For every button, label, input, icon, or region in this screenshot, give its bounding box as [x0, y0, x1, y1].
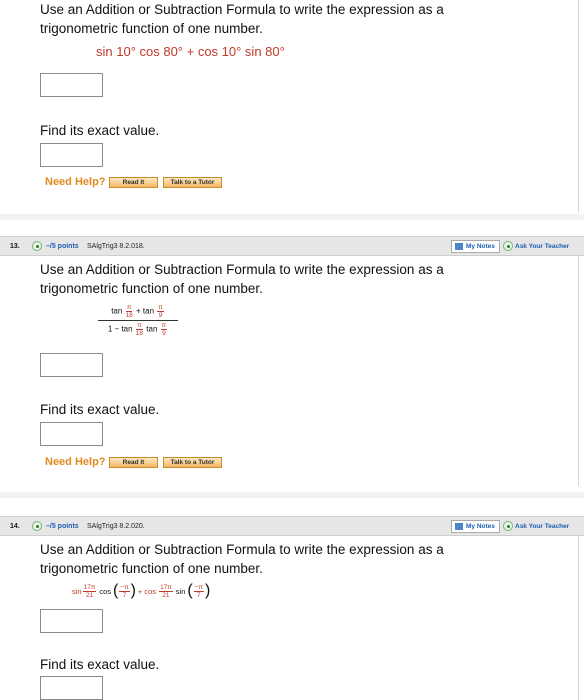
notes-icon — [455, 243, 463, 250]
q13-num-frac2 — [157, 304, 164, 319]
q14-frac3 — [159, 584, 173, 599]
q13-den-frac1 — [136, 322, 143, 337]
q14-ask-teacher-icon — [503, 521, 513, 531]
q13-need-help-label: Need Help? — [45, 456, 106, 468]
q12-answer-input[interactable] — [40, 73, 103, 97]
q12-prompt-line2: trigonometric function of one number. — [40, 21, 263, 36]
q13-prompt — [40, 260, 560, 298]
q14-status-icon — [32, 521, 42, 531]
q14-my-notes-button[interactable] — [451, 520, 500, 533]
q13-exact-input[interactable] — [40, 422, 103, 446]
q13-num-frac1-d: 18 — [125, 312, 133, 319]
q14-exact-input[interactable] — [40, 676, 103, 700]
q13-num-frac1-n: π — [126, 304, 132, 311]
q14-frac2 — [119, 584, 129, 599]
q13-den-start: 1 − tan — [107, 324, 133, 334]
q13-num-plus-tan: + tan — [136, 306, 155, 316]
q12-prompt — [40, 0, 560, 38]
q13-prompt-line1: Use an Addition or Subtraction Formula to write the expression as a — [40, 262, 444, 277]
q14-frac2-d: 7 — [122, 591, 127, 599]
q14-frac1-n: 17π — [83, 583, 96, 591]
q14-frac4-d: 7 — [197, 591, 201, 599]
q13-den-frac1-n: π — [137, 322, 142, 329]
q12-exact-input[interactable] — [40, 143, 103, 167]
q13-exact-prompt: Find its exact value. — [40, 402, 160, 417]
q13-answer-input[interactable] — [40, 353, 103, 377]
q14-plus-cos: + cos — [137, 586, 157, 596]
q14-paren-open-1: ( — [112, 582, 119, 599]
q13-ask-teacher-icon — [503, 241, 513, 251]
q13-den-frac2 — [161, 322, 168, 337]
q14-paren-close-1: ) — [130, 582, 136, 599]
q14-number: 14. — [10, 523, 20, 530]
q14-my-notes-label: My Notes — [466, 523, 495, 530]
q14-exact-prompt: Find its exact value. — [40, 657, 160, 672]
divider — [0, 214, 584, 220]
q13-points: –/5 points — [46, 243, 79, 250]
divider — [0, 492, 584, 498]
q14-frac2-n: −π — [120, 583, 129, 591]
q12-expression: sin 10° cos 80° + cos 10° sin 80° — [96, 44, 285, 59]
q14-points: –/5 points — [46, 523, 79, 530]
q14-frac1 — [83, 584, 97, 599]
q13-prompt-line2: trigonometric function of one number. — [40, 281, 263, 296]
q14-cos1: cos — [99, 586, 111, 596]
q14-frac4 — [194, 584, 204, 599]
q12-talk-tutor-button[interactable]: Talk to a Tutor — [163, 177, 222, 188]
q13-number: 13. — [10, 243, 20, 250]
q12-exact-prompt: Find its exact value. — [40, 123, 160, 138]
q14-expression — [72, 582, 210, 600]
q13-den-frac1-d: 18 — [135, 330, 144, 337]
q14-frac4-n: −π — [194, 583, 203, 591]
notes-icon — [455, 523, 463, 530]
q14-paren-open-2: ( — [187, 582, 193, 599]
q14-ask-teacher-link[interactable]: Ask Your Teacher — [515, 523, 570, 530]
q13-den-tan: tan — [146, 324, 158, 334]
q14-header — [0, 516, 584, 536]
q13-status-icon — [32, 241, 42, 251]
q13-num-frac1 — [126, 304, 133, 319]
q14-answer-input[interactable] — [40, 609, 103, 633]
q14-sin2: sin — [175, 586, 186, 596]
q12-need-help-label: Need Help? — [45, 176, 106, 188]
q13-my-notes-label: My Notes — [466, 243, 495, 250]
q14-frac3-d: 21 — [162, 591, 170, 599]
q14-sin1: sin — [72, 586, 82, 596]
q14-frac1-d: 21 — [85, 591, 94, 599]
q14-prompt — [40, 540, 560, 578]
q13-fraction-bar — [98, 320, 178, 321]
q13-my-notes-button[interactable] — [451, 240, 500, 253]
q13-den-frac2-d: 9 — [162, 330, 166, 337]
q13-denominator — [98, 322, 178, 337]
q13-numerator — [98, 304, 178, 319]
q13-read-it-button[interactable]: Read It — [109, 457, 158, 468]
q14-paren-close-2: ) — [204, 582, 211, 599]
q14-prompt-line2: trigonometric function of one number. — [40, 561, 263, 576]
q13-num-frac2-n: π — [158, 304, 163, 311]
q13-code: SAlgTrig3 8.2.018. — [87, 243, 145, 250]
q13-ask-teacher-link[interactable]: Ask Your Teacher — [515, 243, 570, 250]
q13-den-frac2-n: π — [161, 322, 167, 329]
q12-read-it-button[interactable]: Read It — [109, 177, 158, 188]
q13-header — [0, 236, 584, 256]
q14-frac3-n: 17π — [160, 583, 172, 591]
q12-prompt-line1: Use an Addition or Subtraction Formula to write the expression as a — [40, 2, 444, 17]
q13-expression — [98, 304, 178, 337]
q13-num-frac2-d: 9 — [158, 312, 163, 319]
q14-code: SAlgTrig3 8.2.020. — [87, 523, 145, 530]
q13-num-tan: tan — [111, 306, 123, 316]
q13-talk-tutor-button[interactable]: Talk to a Tutor — [163, 457, 222, 468]
q14-prompt-line1: Use an Addition or Subtraction Formula to write the expression as a — [40, 542, 444, 557]
